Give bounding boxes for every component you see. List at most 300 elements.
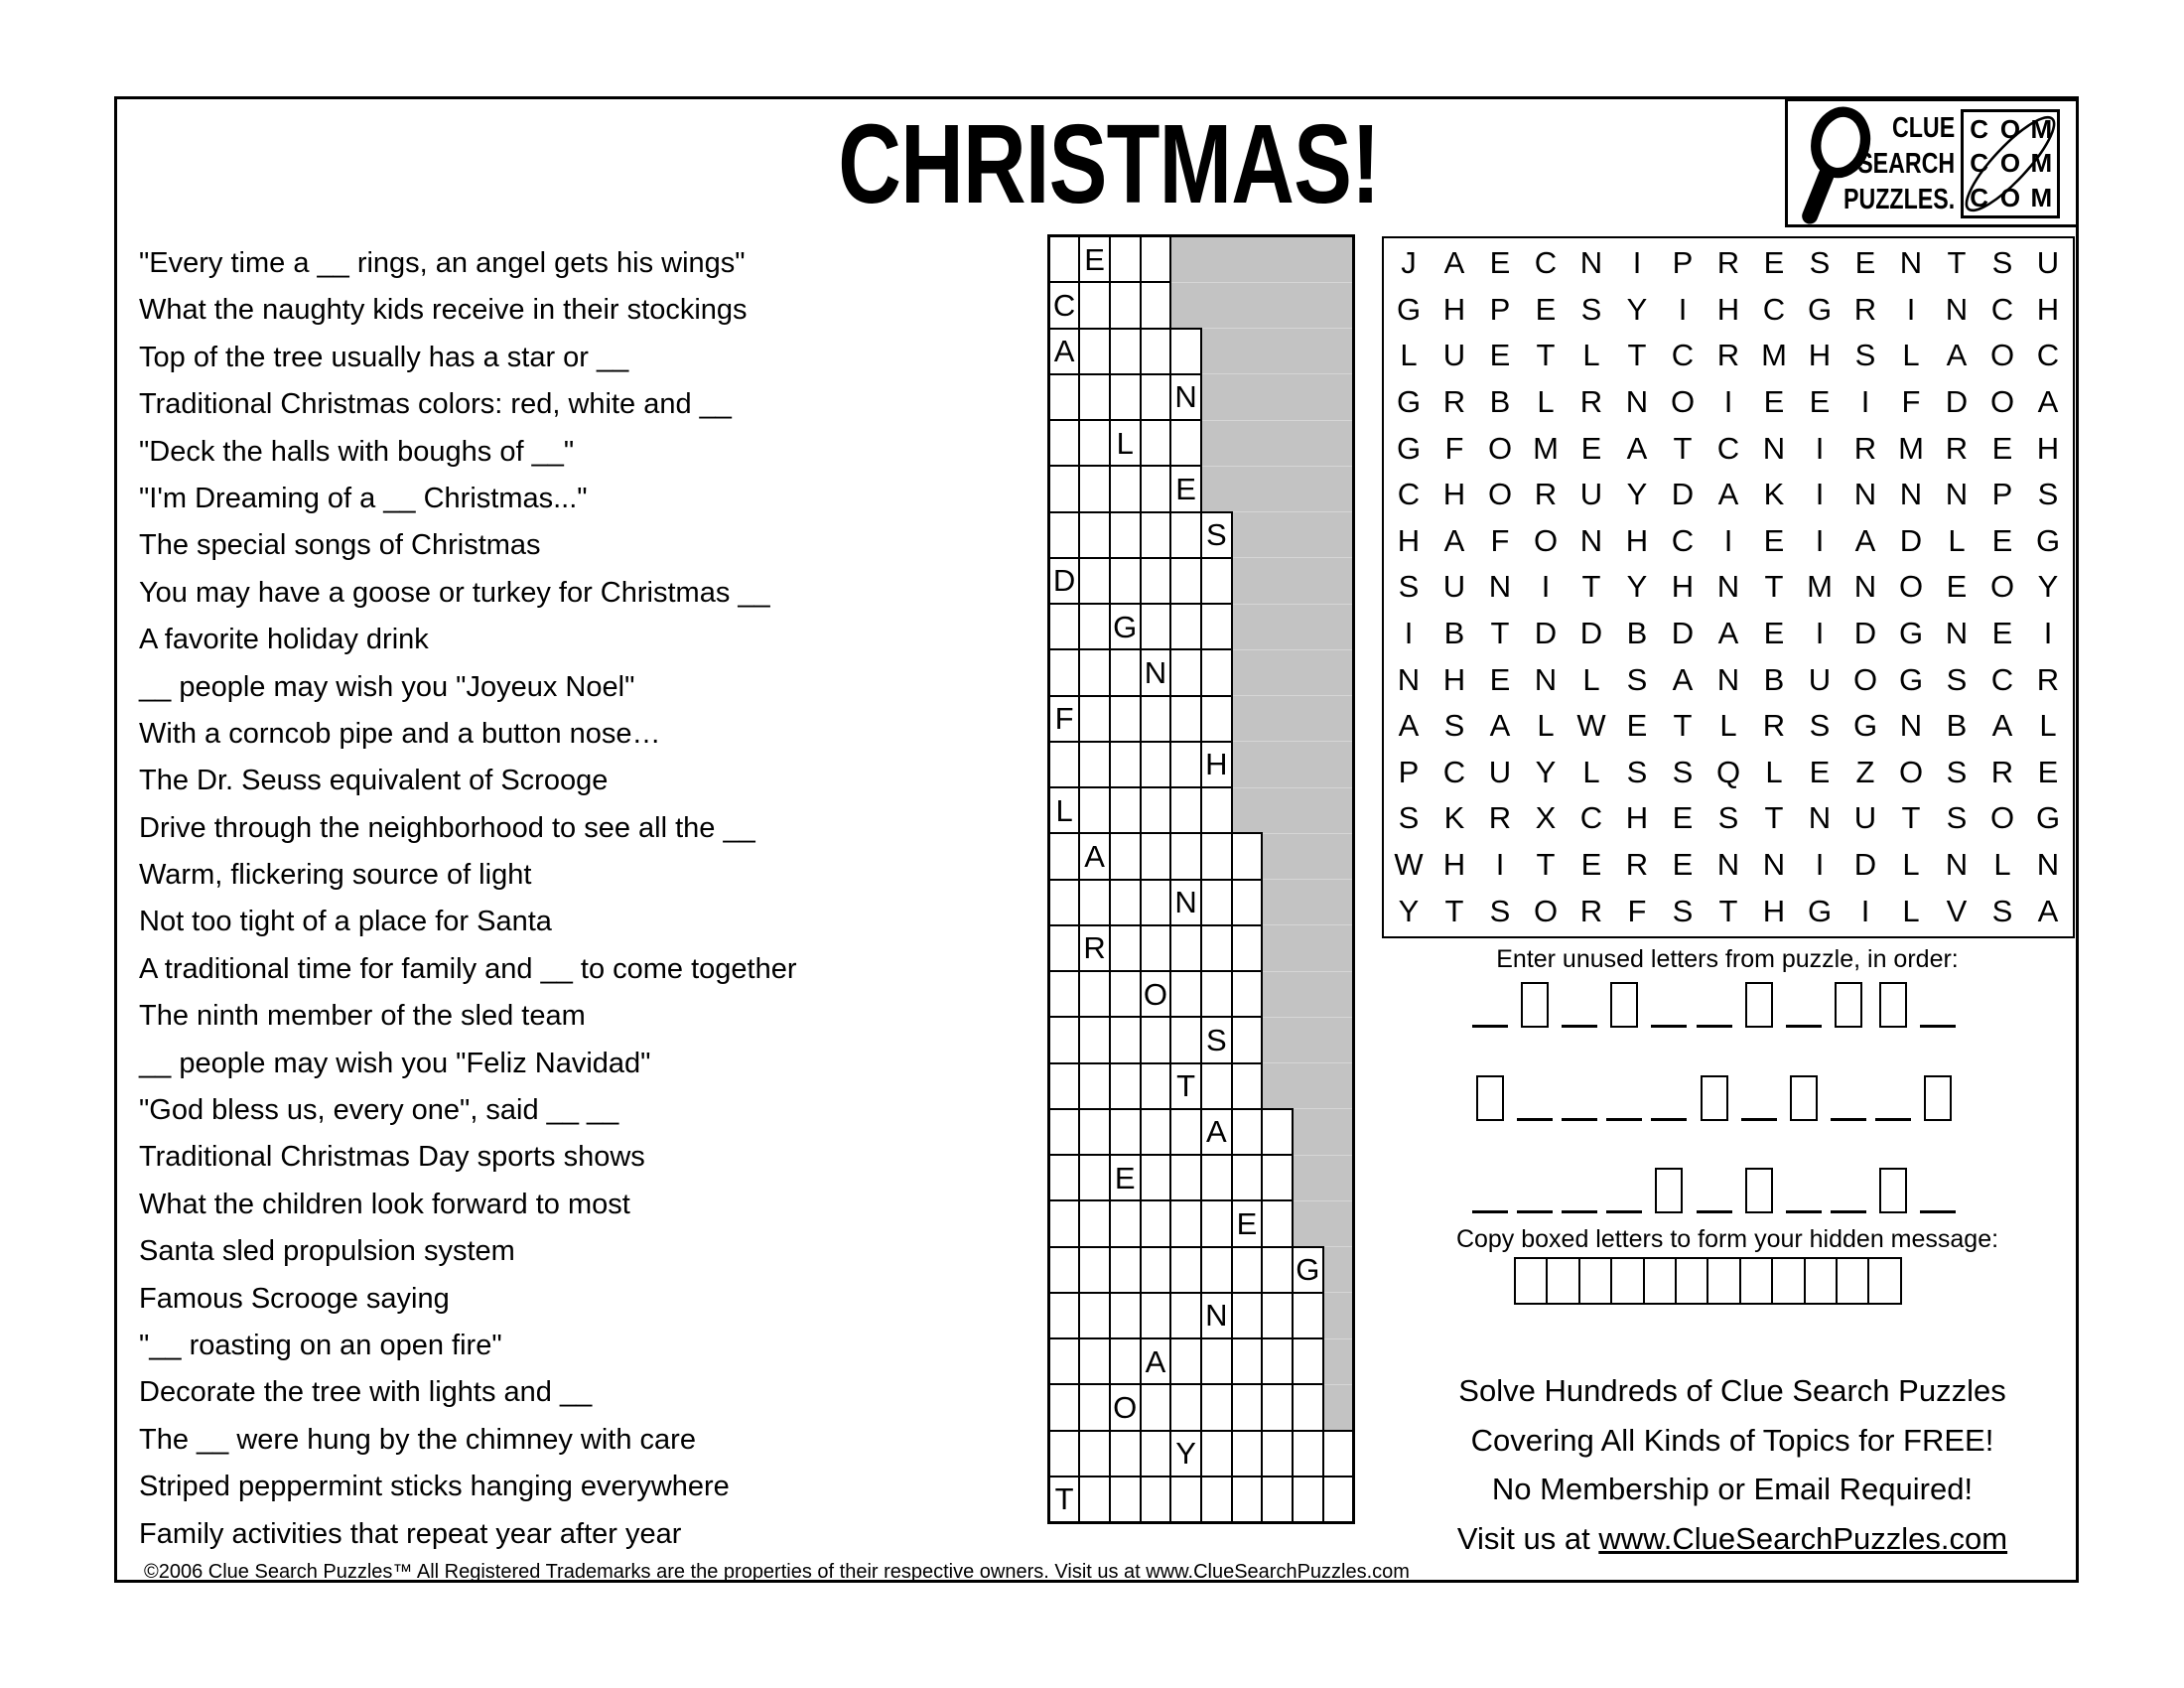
answer-cell[interactable] [1201,558,1232,604]
answer-cell[interactable]: E [1079,236,1110,283]
letter-blank-slot[interactable] [1916,982,1961,1028]
answer-cell[interactable] [1079,604,1110,649]
wordsearch-letter[interactable]: E [1763,245,1785,281]
wordsearch-letter[interactable]: Y [2037,569,2059,605]
answer-cell[interactable] [1170,420,1201,466]
wordsearch-letter[interactable]: E [1489,661,1511,697]
answer-cell[interactable] [1323,1477,1354,1523]
answer-cell[interactable] [1079,1247,1110,1293]
wordsearch-letter[interactable]: N [1534,661,1558,697]
answer-cell[interactable] [1049,925,1080,971]
answer-cell[interactable] [1079,1063,1110,1109]
wordsearch-letter[interactable]: G [2035,522,2061,558]
wordsearch-letter[interactable]: W [1394,847,1424,883]
answer-cell[interactable] [1170,1338,1201,1384]
wordsearch-letter[interactable]: L [1765,754,1783,789]
wordsearch-letter[interactable]: C [1579,800,1603,836]
answer-cell[interactable] [1141,282,1171,328]
wordsearch-letter[interactable]: T [1947,245,1967,281]
wordsearch-letter[interactable]: E [1763,384,1785,420]
wordsearch-letter[interactable]: T [1673,430,1693,466]
wordsearch-letter[interactable]: M [1898,430,1924,466]
wordsearch-letter[interactable]: D [1853,616,1877,651]
wordsearch-letter[interactable]: I [1723,384,1733,420]
answer-cell[interactable] [1170,1477,1201,1523]
answer-cell[interactable]: S [1201,512,1232,558]
answer-cell[interactable] [1141,420,1171,466]
answer-cell[interactable] [1170,971,1201,1017]
wordsearch-letter[interactable]: A [1443,245,1465,281]
answer-cell[interactable] [1141,512,1171,558]
wordsearch-letter[interactable]: L [1537,708,1555,744]
wordsearch-letter[interactable]: O [1852,661,1878,697]
wordsearch-letter[interactable]: H [1442,291,1466,327]
wordsearch-letter[interactable]: X [1535,800,1557,836]
answer-cell[interactable] [1110,880,1141,925]
answer-cell[interactable] [1170,1293,1201,1338]
letter-blank-slot[interactable] [1871,1075,1916,1121]
wordsearch-letter[interactable]: N [1762,430,1786,466]
wordsearch-letter[interactable]: S [1854,338,1876,373]
wordsearch-letter[interactable]: O [1989,338,2015,373]
answer-cell[interactable] [1170,742,1201,787]
answer-cell[interactable]: A [1079,833,1110,879]
answer-cell[interactable] [1141,1431,1171,1477]
answer-cell[interactable] [1079,787,1110,833]
wordsearch-letter[interactable]: F [1444,430,1464,466]
answer-cell[interactable] [1201,1247,1232,1293]
wordsearch-letter[interactable]: N [1945,616,1969,651]
wordsearch-letter[interactable]: I [2043,616,2053,651]
wordsearch-letter[interactable]: C [1762,291,1786,327]
answer-cell[interactable] [1110,466,1141,511]
answer-cell[interactable] [1110,787,1141,833]
answer-cell[interactable] [1110,1247,1141,1293]
answer-cell[interactable]: T [1049,1477,1080,1523]
wordsearch-letter[interactable]: L [1948,522,1966,558]
answer-cell[interactable] [1232,1109,1263,1155]
wordsearch-letter[interactable]: B [1763,661,1785,697]
answer-cell[interactable] [1170,604,1201,649]
answer-cell[interactable] [1079,1155,1110,1200]
answer-cell[interactable] [1079,1384,1110,1430]
letter-blank-slot[interactable] [1557,982,1601,1028]
answer-cell[interactable] [1141,1017,1171,1062]
answer-cell[interactable] [1110,1063,1141,1109]
answer-cell[interactable] [1293,1431,1323,1477]
boxed-letter-slot[interactable] [1781,1075,1826,1121]
answer-cell[interactable] [1232,1431,1263,1477]
wordsearch-letter[interactable]: N [1945,847,1969,883]
answer-cell[interactable] [1232,1063,1263,1109]
wordsearch-letter[interactable]: G [1396,430,1422,466]
answer-cell[interactable] [1049,466,1080,511]
wordsearch-letter[interactable]: I [1815,430,1825,466]
wordsearch-letter[interactable]: Y [1626,569,1648,605]
wordsearch-letter[interactable]: G [1396,291,1422,327]
answer-cell[interactable] [1201,925,1232,971]
answer-cell[interactable] [1049,649,1080,695]
answer-cell[interactable] [1049,1200,1080,1246]
wordsearch-letter[interactable]: G [2035,800,2061,836]
answer-cell[interactable] [1201,833,1232,879]
wordsearch-letter[interactable]: E [1580,847,1602,883]
letter-blank-slot[interactable] [1736,1075,1781,1121]
wordsearch-letter[interactable]: S [1717,800,1739,836]
answer-cell[interactable] [1049,1155,1080,1200]
answer-cell[interactable] [1170,1200,1201,1246]
wordsearch-letter[interactable]: T [1536,847,1556,883]
wordsearch-letter[interactable]: N [1625,384,1649,420]
answer-cell[interactable]: N [1141,649,1171,695]
boxed-letter-slot[interactable] [1512,982,1557,1028]
answer-cell[interactable] [1141,880,1171,925]
answer-cell[interactable] [1232,1247,1263,1293]
answer-cell[interactable] [1049,1017,1080,1062]
wordsearch-letter[interactable]: Q [1715,754,1741,789]
wordsearch-letter[interactable]: C [1534,245,1558,281]
wordsearch-letter[interactable]: B [1443,616,1465,651]
answer-cell[interactable] [1232,1338,1263,1384]
wordsearch-letter[interactable]: S [1580,291,1602,327]
answer-cell[interactable] [1170,558,1201,604]
answer-cell[interactable] [1293,1338,1323,1384]
answer-cell[interactable] [1170,1109,1201,1155]
answer-cell[interactable] [1110,558,1141,604]
answer-cell[interactable] [1293,1477,1323,1523]
answer-cell[interactable] [1141,558,1171,604]
answer-cell[interactable] [1049,1431,1080,1477]
wordsearch-letter[interactable]: L [1719,708,1737,744]
wordsearch-letter[interactable]: G [1807,291,1833,327]
wordsearch-letter[interactable]: S [1946,800,1968,836]
answer-cell[interactable] [1110,512,1141,558]
wordsearch-letter[interactable]: L [1902,338,1920,373]
wordsearch-letter[interactable]: L [1902,847,1920,883]
wordsearch-letter[interactable]: I [1404,616,1414,651]
wordsearch-letter[interactable]: C [1716,430,1740,466]
answer-cell[interactable]: G [1110,604,1141,649]
answer-cell[interactable] [1170,1155,1201,1200]
wordsearch-letter[interactable]: C [1671,522,1695,558]
answer-cell[interactable] [1201,1155,1232,1200]
wordsearch-letter[interactable]: L [1537,384,1555,420]
wordsearch-letter[interactable]: A [1626,430,1648,466]
wordsearch-letter[interactable]: N [1899,245,1923,281]
letter-blank-slot[interactable] [1781,1168,1826,1213]
answer-cell[interactable] [1079,558,1110,604]
wordsearch-letter[interactable]: M [1533,430,1559,466]
wordsearch-letter[interactable]: H [1716,291,1740,327]
wordsearch-letter[interactable]: R [1853,430,1877,466]
answer-cell[interactable] [1110,1338,1141,1384]
wordsearch-letter[interactable]: H [1442,477,1466,512]
letter-blank-slot[interactable] [1781,982,1826,1028]
wordsearch-letter[interactable]: R [1442,384,1466,420]
wordsearch-letter[interactable]: E [1763,522,1785,558]
wordsearch-letter[interactable]: R [1762,708,1786,744]
letter-blank-slot[interactable] [1557,1168,1601,1213]
wordsearch-letter[interactable]: K [1443,800,1465,836]
hidden-message-cell[interactable] [1610,1257,1644,1305]
answer-cell[interactable] [1079,329,1110,374]
wordsearch-letter[interactable]: S [1626,661,1648,697]
wordsearch-letter[interactable]: D [1671,616,1695,651]
answer-cell[interactable] [1049,236,1080,283]
wordsearch-letter[interactable]: C [1442,754,1466,789]
answer-cell[interactable] [1141,604,1171,649]
answer-cell[interactable] [1293,1293,1323,1338]
wordsearch-letter[interactable]: O [1487,430,1513,466]
wordsearch-letter[interactable]: T [1764,800,1784,836]
wordsearch-letter[interactable]: S [1489,893,1511,928]
wordsearch-letter[interactable]: E [2037,754,2059,789]
letter-blank-slot[interactable] [1467,1168,1512,1213]
wordsearch-letter[interactable]: T [1901,800,1921,836]
wordsearch-letter[interactable]: S [1809,245,1831,281]
answer-cell[interactable] [1110,1431,1141,1477]
answer-cell[interactable] [1079,742,1110,787]
answer-cell[interactable] [1079,282,1110,328]
wordsearch-letter[interactable]: H [1397,522,1421,558]
answer-cell[interactable] [1141,1200,1171,1246]
answer-cell[interactable] [1079,696,1110,742]
answer-cell[interactable] [1262,1338,1293,1384]
wordsearch-letter[interactable]: L [1902,893,1920,928]
wordsearch-letter[interactable]: R [1990,754,2014,789]
answer-cell[interactable]: G [1293,1247,1323,1293]
wordsearch-letter[interactable]: E [1535,291,1557,327]
answer-cell[interactable] [1110,1293,1141,1338]
answer-cell[interactable]: F [1049,696,1080,742]
wordsearch-letter[interactable]: P [1489,291,1511,327]
answer-cell[interactable] [1079,880,1110,925]
letter-blank-slot[interactable] [1602,1168,1647,1213]
boxed-letter-slot[interactable] [1692,1075,1736,1121]
answer-cell[interactable] [1201,604,1232,649]
answer-cell[interactable] [1170,787,1201,833]
letter-blank-slot[interactable] [1602,1075,1647,1121]
letter-blank-slot[interactable] [1647,1075,1692,1121]
wordsearch-letter[interactable]: I [1495,847,1505,883]
wordsearch-letter[interactable]: E [1854,245,1876,281]
answer-cell[interactable] [1079,1293,1110,1338]
wordsearch-letter[interactable]: E [1672,847,1694,883]
wordsearch-letter[interactable]: M [1761,338,1787,373]
wordsearch-letter[interactable]: P [1398,754,1420,789]
hidden-message-cell[interactable] [1706,1257,1740,1305]
wordsearch-letter[interactable]: N [1397,661,1421,697]
answer-cell[interactable] [1141,1293,1171,1338]
letter-blank-slot[interactable] [1467,982,1512,1028]
answer-cell[interactable] [1232,971,1263,1017]
wordsearch-letter[interactable]: N [1945,291,1969,327]
answer-cell[interactable] [1262,1431,1293,1477]
wordsearch-letter[interactable]: B [1946,708,1968,744]
wordsearch-letter[interactable]: H [1625,522,1649,558]
wordsearch-letter[interactable]: E [1991,616,2013,651]
wordsearch-letter[interactable]: T [1536,338,1556,373]
answer-cell[interactable] [1170,512,1201,558]
answer-cell[interactable] [1110,1200,1141,1246]
answer-cell[interactable] [1201,1431,1232,1477]
wordsearch-letter[interactable]: D [1671,477,1695,512]
wordsearch-letter[interactable]: N [1488,569,1512,605]
answer-cell[interactable]: N [1170,374,1201,420]
wordsearch-letter[interactable]: R [1534,477,1558,512]
wordsearch-letter[interactable]: F [1490,522,1510,558]
wordsearch-letter[interactable]: V [1946,893,1968,928]
wordsearch-letter[interactable]: Y [1398,893,1420,928]
wordsearch-letter[interactable]: Y [1626,291,1648,327]
wordsearch-letter[interactable]: R [1853,291,1877,327]
wordsearch-letter[interactable]: L [1582,661,1600,697]
answer-cell[interactable] [1110,925,1141,971]
wordsearch-letter[interactable]: B [1489,384,1511,420]
wordsearch-letter[interactable]: K [1763,477,1785,512]
wordsearch-letter[interactable]: D [1579,616,1603,651]
wordsearch-letter[interactable]: O [1670,384,1696,420]
wordsearch-letter[interactable]: A [2037,893,2059,928]
wordsearch-letter[interactable]: I [1815,847,1825,883]
answer-cell[interactable]: S [1201,1017,1232,1062]
answer-cell[interactable] [1170,1017,1201,1062]
wordsearch-letter[interactable]: O [1989,800,2015,836]
wordsearch-letter[interactable]: E [1672,800,1694,836]
wordsearch-letter[interactable]: S [1672,893,1694,928]
answer-cell[interactable] [1110,696,1141,742]
wordsearch-letter[interactable]: U [2036,245,2060,281]
hidden-message-cell[interactable] [1514,1257,1548,1305]
wordsearch-letter[interactable]: U [1488,754,1512,789]
answer-cell[interactable] [1110,742,1141,787]
wordsearch-letter[interactable]: R [1625,847,1649,883]
wordsearch-letter[interactable]: L [1582,338,1600,373]
wordsearch-letter[interactable]: N [1945,477,1969,512]
answer-cell[interactable] [1079,1338,1110,1384]
wordsearch-letter[interactable]: A [1489,708,1511,744]
answer-cell[interactable] [1079,374,1110,420]
answer-cell[interactable] [1232,1477,1263,1523]
answer-cell[interactable] [1201,971,1232,1017]
wordsearch-letter[interactable]: D [1534,616,1558,651]
wordsearch-letter[interactable]: G [1898,661,1924,697]
letter-blank-slot[interactable] [1692,982,1736,1028]
answer-cell[interactable] [1110,1109,1141,1155]
answer-cell[interactable] [1079,971,1110,1017]
answer-cell[interactable] [1079,512,1110,558]
wordsearch-letter[interactable]: O [1898,754,1924,789]
answer-cell[interactable] [1141,236,1171,283]
boxed-letter-slot[interactable] [1916,1075,1961,1121]
wordsearch-letter[interactable]: A [1443,522,1465,558]
wordsearch-letter[interactable]: Y [1535,754,1557,789]
wordsearch-letter[interactable]: N [1853,477,1877,512]
answer-cell[interactable] [1232,925,1263,971]
letter-blank-slot[interactable] [1512,1168,1557,1213]
wordsearch-letter[interactable]: N [2036,847,2060,883]
wordsearch-letter[interactable]: N [1899,708,1923,744]
wordsearch-letter[interactable]: D [1945,384,1969,420]
answer-cell[interactable]: A [1049,329,1080,374]
wordsearch-letter[interactable]: G [1807,893,1833,928]
answer-cell[interactable] [1079,1431,1110,1477]
answer-cell[interactable] [1141,925,1171,971]
answer-cell[interactable] [1141,1477,1171,1523]
answer-cell[interactable] [1232,1384,1263,1430]
answer-cell[interactable] [1049,1384,1080,1430]
wordsearch-letter[interactable]: L [1582,754,1600,789]
boxed-letter-slot[interactable] [1647,1168,1692,1213]
answer-cell[interactable]: Y [1170,1431,1201,1477]
answer-cell[interactable] [1201,1200,1232,1246]
answer-cell[interactable] [1170,833,1201,879]
answer-cell[interactable] [1141,742,1171,787]
wordsearch-letter[interactable]: T [1764,569,1784,605]
wordsearch-letter[interactable]: N [1716,847,1740,883]
answer-cell[interactable] [1262,1293,1293,1338]
answer-cell[interactable] [1110,649,1141,695]
wordsearch-letter[interactable]: M [1807,569,1833,605]
hidden-message-cell[interactable] [1771,1257,1805,1305]
wordsearch-letter[interactable]: R [1579,893,1603,928]
answer-cell[interactable] [1141,329,1171,374]
wordsearch-letter[interactable]: O [1989,569,2015,605]
wordsearch-letter[interactable]: O [1487,477,1513,512]
hidden-message-cell[interactable] [1739,1257,1773,1305]
letter-blank-slot[interactable] [1827,1168,1871,1213]
answer-cell[interactable] [1110,374,1141,420]
answer-cell[interactable] [1201,787,1232,833]
answer-cell[interactable]: C [1049,282,1080,328]
wordsearch-letter[interactable]: F [1901,384,1921,420]
wordsearch-letter[interactable]: S [1809,708,1831,744]
letter-blank-slot[interactable] [1827,1075,1871,1121]
wordsearch-letter[interactable]: Y [1626,477,1648,512]
answer-cell[interactable]: O [1110,1384,1141,1430]
hidden-message-cell[interactable] [1836,1257,1869,1305]
answer-cell[interactable] [1141,1063,1171,1109]
wordsearch-letter[interactable]: S [1443,708,1465,744]
answer-cell[interactable] [1110,236,1141,283]
wordsearch-letter[interactable]: O [1898,569,1924,605]
answer-cell[interactable] [1049,374,1080,420]
answer-cell[interactable] [1049,1109,1080,1155]
wordsearch-letter[interactable]: I [1632,245,1642,281]
wordsearch-letter[interactable]: S [1991,245,2013,281]
wordsearch-letter[interactable]: R [1579,384,1603,420]
wordsearch-letter[interactable]: N [1762,847,1786,883]
answer-cell[interactable] [1170,1384,1201,1430]
wordsearch-letter[interactable]: L [1400,338,1418,373]
wordsearch-letter[interactable]: E [1580,430,1602,466]
boxed-letter-slot[interactable] [1602,982,1647,1028]
answer-cell[interactable]: T [1170,1063,1201,1109]
answer-cell[interactable] [1141,696,1171,742]
wordsearch-letter[interactable]: S [1398,569,1420,605]
answer-cell[interactable] [1201,649,1232,695]
letter-blank-slot[interactable] [1916,1168,1961,1213]
answer-cell[interactable] [1141,1247,1171,1293]
answer-cell[interactable] [1232,1293,1263,1338]
answer-cell[interactable]: A [1201,1109,1232,1155]
answer-cell[interactable] [1170,696,1201,742]
answer-cell[interactable] [1049,971,1080,1017]
answer-cell[interactable] [1049,1063,1080,1109]
wordsearch-letter[interactable]: W [1576,708,1606,744]
wordsearch-letter[interactable]: A [1717,616,1739,651]
wordsearch-letter[interactable]: H [1671,569,1695,605]
